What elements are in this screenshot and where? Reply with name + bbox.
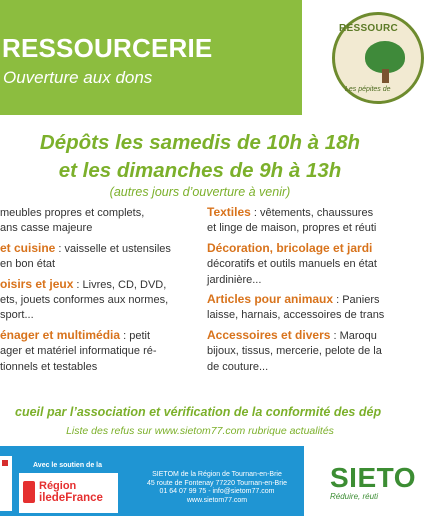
region-icon (23, 481, 35, 503)
category-label: Décoration, bricolage et jardi (207, 240, 373, 255)
contact-line: www.sietom77.com (186, 496, 248, 504)
list-item (0, 241, 200, 273)
category-label: et cuisine (0, 240, 56, 255)
category-text-line: bijoux, tissus, mercerie, pelote de la (207, 345, 382, 358)
sietom-tagline: Réduire, réuti (330, 492, 379, 501)
category-text-line: ans casse majeure (0, 222, 93, 235)
category-text-line: de couture... (207, 360, 269, 373)
contact-line: 45 route de Fontenay 77220 Tournan-en-Brie (147, 479, 287, 487)
logo-top-text: RESSOURC (339, 23, 399, 34)
left-category-list (0, 205, 200, 379)
flag-icon (2, 460, 8, 466)
list-item (207, 241, 407, 288)
header-band (0, 0, 302, 115)
depot-hours-line1: Dépôts les samedis de 10h à 18h (39, 131, 361, 154)
list-item (0, 205, 200, 237)
region-logo (19, 473, 118, 513)
sietom-logo-text: SIETO (330, 462, 417, 493)
category-text-line: ets, jouets conformes aux normes, (0, 294, 169, 307)
refus-link-text[interactable]: Liste des refus sur www.sietom77.com rubrique actualités (66, 425, 334, 437)
depot-note: (autres jours d’ouverture à venir) (109, 185, 291, 199)
list-item (0, 328, 200, 375)
region-label: Région (39, 480, 77, 492)
category-label: oisirs et jeux (0, 276, 74, 291)
category-label: Textiles (207, 205, 251, 219)
category-label: Articles pour animaux (207, 292, 334, 307)
category-text-line: tionnels et testables (0, 360, 98, 373)
category-text-line: sport... (0, 309, 34, 322)
logo-bottom-text: Les pépites de (345, 86, 391, 93)
list-item (207, 205, 407, 237)
category-text: : vaisselle et ustensiles (55, 242, 171, 255)
category-text: : Livres, CD, DVD, (73, 278, 167, 291)
category-text: : vêtements, chaussures (250, 207, 374, 219)
category-text: : Maroqu (330, 329, 377, 342)
tree-trunk-icon (382, 69, 389, 83)
category-label: énager et multimédia (0, 327, 121, 342)
page-subtitle: Ouverture aux dons (3, 68, 153, 87)
list-item (0, 277, 200, 324)
category-text: : petit (120, 329, 151, 342)
category-text-line: et linge de maison, propres et réuti (207, 222, 377, 235)
footer-blue-band (0, 446, 304, 516)
soutien-label: Avec le soutien de la (33, 462, 102, 469)
list-item (207, 292, 407, 324)
ressourcerie-logo (332, 12, 424, 104)
right-category-list (207, 205, 407, 379)
category-label: Accessoires et divers (207, 327, 331, 342)
category-text-line: en bon état (0, 258, 56, 271)
accueil-notice: cueil par l’association et vérification de la conformité des dép (15, 405, 382, 419)
category-text-line: ager et matériel informatique ré- (0, 345, 157, 358)
category-text-line: jardinière... (207, 273, 262, 286)
contact-line: 01 64 07 99 75 - info@sietom77.com (159, 488, 275, 496)
sietom-contact (127, 471, 307, 505)
page-title: RESSOURCERIE (2, 33, 213, 63)
depot-hours-line2: et les dimanches de 9h à 13h (58, 159, 342, 182)
category-text: meubles propres et complets, (0, 207, 145, 219)
partner-logo (0, 456, 12, 511)
list-item (207, 328, 407, 375)
category-text-line: décoratifs et outils manuels en état (207, 258, 377, 271)
category-text: : Paniers (333, 294, 380, 307)
contact-line: SIETOM de la Région de Tournan-en-Brie (152, 471, 282, 478)
category-text-line: laisse, harnais, accessoires de trans (207, 309, 385, 322)
region-name: iledeFrance (39, 492, 103, 504)
